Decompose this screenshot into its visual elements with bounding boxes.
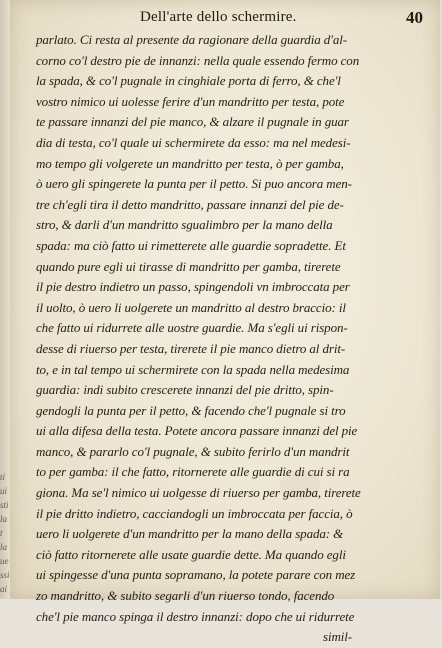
margin-note: ue [0,556,9,566]
text-line: gendogli la punta per il petto, & facendo che'l pugnale si tro [36,402,346,418]
text-line: che'l pie manco spinga il destro innanzi: dopo che ui ridurrete [36,608,355,624]
text-line: parlato. Ci resta al presente da ragionare della guardia d'al- [36,32,347,47]
text-line: che fatto ui ridurrete alle uostre guardie. Ma s'egli ui rispon- [36,320,348,336]
margin-note: ti [0,472,6,482]
text-line: uero li uolgerete d'un mandritto per la mano della spada: & [36,526,344,542]
text-line: vostro nimico ui uolesse ferire d'un mandritto per testa, pote [36,93,345,109]
margin-notes [0,470,12,596]
text-line: ciò fatto ritornerete alle usate guardie dette. Ma quando egli [36,546,346,562]
margin-note: la [0,542,8,552]
text-line: tre ch'egli tira il detto mandritto, passare innanzi del pie de- [36,196,344,212]
text-line: quando pure egli ui tirasse di mandritto per gamba, tirerete [36,258,341,274]
text-line: il uolto, ò uero li uolgerete un mandritto al destro braccio: il [36,299,346,315]
text-line: corno co'l destro pie de innanzi: nella quale essendo fermo con [36,52,360,68]
text-line: manco, & pararlo co'l pugnale, & subito ferirlo d'un mandrit [36,443,350,459]
text-line: il pie destro indietro un passo, spingendoli vn imbroccata per [36,279,350,295]
text-line: ui alla difesa della testa. Potete ancora passare innanzi del pie [36,423,358,439]
text-line: stro, & darli d'un mandritto sgualimbro per la mano della [36,217,333,233]
running-head: Dell'arte dello schermire. [140,9,297,25]
text-line: mo tempo gli volgerete un mandritto per testa, ò per gamba, [36,155,344,171]
page-header [10,9,440,31]
margin-note: ai [0,584,8,594]
text-line: spada: ma ciò fatto ui rimetterete alle guardie sopradette. Et [36,237,346,253]
text-line: simil- [322,629,352,645]
text-line: ò uero gli spingerete la punta per il petto. Si puo ancora men- [36,176,352,192]
text-line: ui spingesse d'una punta sopramano, la potete parare con mez [36,567,356,583]
text-line: to per gamba: il che fatto, ritornerete alle guardie di cui si ra [36,464,350,480]
page-number: 40 [406,8,423,27]
text-line: la spada, & co'l pugnale in cinghiale porta di ferro, & che'l [36,73,341,89]
text-line: desse di riuerso per testa, tirerete il pie manco dietro al drit- [36,340,346,356]
margin-note: ssi [0,570,10,580]
margin-note: ui [0,486,8,496]
margin-note: sti [0,500,9,510]
margin-note: t [0,528,3,538]
margin-note: la [0,514,8,524]
body-text [36,30,432,648]
text-line: dia di testa, co'l quale ui schermirete da esso: ma nel medesi- [36,134,351,150]
text-line: guardia: indi subito crescerete innanzi del pie dritto, spin- [36,382,334,398]
text-line: giona. Ma se'l nimico ui uolgesse di riuerso per gamba, tirerete [36,485,361,501]
text-line: il pie dritto indietro, cacciandogli un imbroccata per faccia, ò [36,505,353,521]
text-line: zo mandritto, & subito segarli d'un riuerso tondo, facendo [36,588,335,604]
text-line: te passare innanzi del pie manco, & alzare il pugnale in guar [36,114,349,130]
text-line: to, e in tal tempo ui schermirete con la spada nella medesima [36,361,350,377]
paper-sheet [10,0,440,645]
